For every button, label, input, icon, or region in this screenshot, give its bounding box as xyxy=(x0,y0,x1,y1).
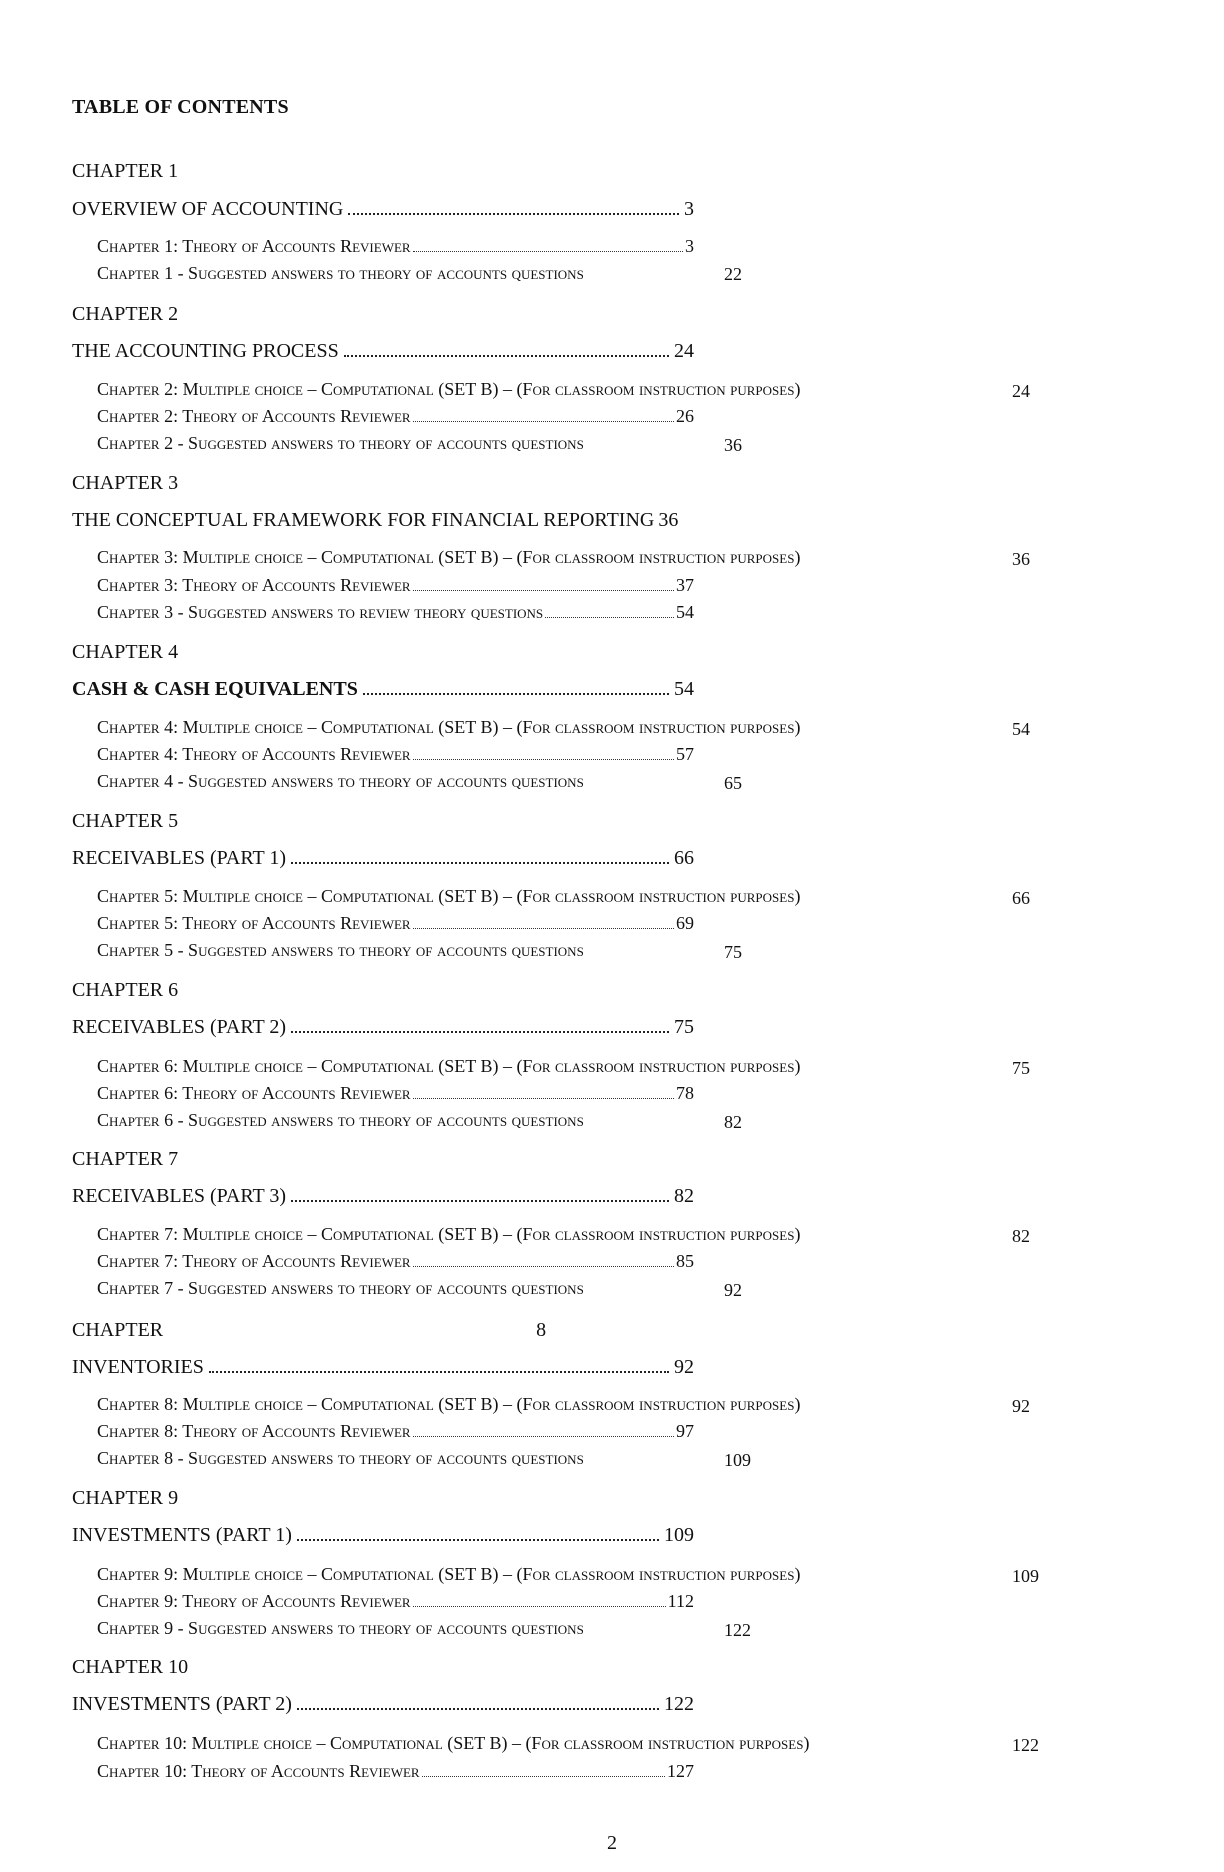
toc-page-number: 122 xyxy=(1012,1735,1039,1755)
dot-leader xyxy=(413,1606,666,1607)
toc-main-title: INVESTMENTS (PART 2) xyxy=(72,1693,292,1715)
toc-main-title: INVESTMENTS (PART 1) xyxy=(72,1524,292,1546)
toc-sub-title: Chapter 8 - Suggested answers to theory of accounts questions xyxy=(97,1448,584,1468)
toc-sub-title: Chapter 10: Multiple choice – Computational (SET B) – (For classroom instruction purposes) xyxy=(97,1733,810,1753)
chapter-heading-number: 8 xyxy=(536,1319,547,1341)
toc-main-entry[interactable] xyxy=(72,1353,694,1379)
dot-leader xyxy=(545,617,674,618)
toc-sub-entry[interactable] xyxy=(97,1563,800,1585)
chapter-heading: CHAPTER 2 xyxy=(72,303,179,325)
toc-page-number: 24 xyxy=(674,340,694,362)
chapter-heading: CHAPTER 5 xyxy=(72,810,179,832)
toc-sub-entry[interactable] xyxy=(97,939,584,961)
toc-sub-entry[interactable] xyxy=(97,235,694,257)
dot-leader xyxy=(413,1098,674,1099)
toc-sub-title: Chapter 7: Theory of Accounts Reviewer xyxy=(97,1251,411,1271)
toc-sub-title: Chapter 8: Theory of Accounts Reviewer xyxy=(97,1421,411,1441)
toc-sub-entry[interactable] xyxy=(97,743,694,765)
toc-sub-entry[interactable] xyxy=(97,885,800,907)
chapter-heading: CHAPTER 7 xyxy=(72,1148,179,1170)
toc-sub-entry[interactable] xyxy=(97,601,694,623)
toc-sub-title: Chapter 2: Multiple choice – Computational (SET B) – (For classroom instruction purposes) xyxy=(97,379,801,399)
toc-page-number: 127 xyxy=(667,1761,694,1781)
toc-main-title: RECEIVABLES (PART 2) xyxy=(72,1016,287,1038)
toc-main-entry[interactable] xyxy=(72,1013,694,1039)
toc-sub-entry[interactable] xyxy=(97,262,584,284)
toc-sub-title: Chapter 5 - Suggested answers to theory of accounts questions xyxy=(97,940,584,960)
toc-page-number: 92 xyxy=(724,1280,742,1300)
dot-leader xyxy=(291,1200,669,1202)
dot-leader xyxy=(413,590,674,591)
toc-page-number: 37 xyxy=(676,575,694,595)
toc-sub-title: Chapter 2 - Suggested answers to theory of accounts questions xyxy=(97,433,584,453)
dot-leader xyxy=(413,421,674,422)
chapter-heading xyxy=(72,1319,546,1342)
toc-page-number: 75 xyxy=(1012,1058,1030,1078)
toc-main-entry[interactable] xyxy=(72,844,694,870)
toc-page-number: 112 xyxy=(667,1591,694,1611)
toc-sub-title: Chapter 3: Multiple choice – Computational (SET B) – (For classroom instruction purposes) xyxy=(97,547,801,567)
toc-page-number: 54 xyxy=(676,602,694,622)
toc-sub-entry[interactable] xyxy=(97,546,800,568)
toc-sub-entry[interactable] xyxy=(97,1732,809,1754)
toc-page-number: 54 xyxy=(674,678,694,700)
toc-sub-entry[interactable] xyxy=(97,1590,694,1612)
toc-page-number: 122 xyxy=(664,1693,694,1715)
toc-page-number: 36 xyxy=(1012,549,1030,569)
toc-main-entry[interactable] xyxy=(72,337,694,363)
toc-page-number: 78 xyxy=(676,1083,694,1103)
toc-sub-entry[interactable] xyxy=(97,432,584,454)
toc-page-number: 97 xyxy=(676,1421,694,1441)
toc-page-number: 3 xyxy=(684,198,694,220)
toc-sub-title: Chapter 4: Multiple choice – Computational (SET B) – (For classroom instruction purposes) xyxy=(97,717,801,737)
toc-sub-entry[interactable] xyxy=(97,770,584,792)
toc-sub-title: Chapter 3: Theory of Accounts Reviewer xyxy=(97,575,411,595)
dot-leader xyxy=(291,862,669,864)
toc-sub-entry[interactable] xyxy=(97,405,694,427)
toc-sub-title: Chapter 3 - Suggested answers to review theory questions xyxy=(97,602,544,622)
toc-sub-title: Chapter 1 - Suggested answers to theory of accounts questions xyxy=(97,263,584,283)
toc-page-number: 85 xyxy=(676,1251,694,1271)
toc-main-entry[interactable] xyxy=(72,506,694,532)
toc-sub-title: Chapter 7 - Suggested answers to theory of accounts questions xyxy=(97,1278,584,1298)
dot-leader xyxy=(297,1708,659,1710)
toc-page-number: 66 xyxy=(674,847,694,869)
toc-sub-entry[interactable] xyxy=(97,1223,800,1245)
toc-page-number: 66 xyxy=(1012,888,1030,908)
toc-page-number: 92 xyxy=(1012,1396,1030,1416)
chapter-heading: CHAPTER 9 xyxy=(72,1487,179,1509)
chapter-heading: CHAPTER 10 xyxy=(72,1656,189,1678)
toc-sub-title: Chapter 8: Multiple choice – Computational (SET B) – (For classroom instruction purposes) xyxy=(97,1394,801,1414)
toc-main-title: THE CONCEPTUAL FRAMEWORK FOR FINANCIAL REPORTING xyxy=(72,509,655,531)
toc-main-title: OVERVIEW OF ACCOUNTING xyxy=(72,198,344,220)
toc-main-entry[interactable] xyxy=(72,1521,694,1547)
dot-leader xyxy=(413,759,674,760)
dot-leader xyxy=(209,1371,669,1373)
toc-page-number: 75 xyxy=(674,1016,694,1038)
toc-page-number: 54 xyxy=(1012,719,1030,739)
toc-main-entry[interactable] xyxy=(72,195,694,221)
toc-sub-title: Chapter 1: Theory of Accounts Reviewer xyxy=(97,236,411,256)
toc-main-entry[interactable] xyxy=(72,675,694,701)
toc-sub-entry[interactable] xyxy=(97,1277,584,1299)
toc-page-number: 82 xyxy=(1012,1226,1030,1246)
toc-sub-title: Chapter 9: Theory of Accounts Reviewer xyxy=(97,1591,411,1611)
toc-main-title: THE ACCOUNTING PROCESS xyxy=(72,340,339,362)
toc-sub-title: Chapter 4 - Suggested answers to theory of accounts questions xyxy=(97,771,584,791)
toc-sub-entry[interactable] xyxy=(97,1250,694,1272)
page-number: 2 xyxy=(607,1832,617,1854)
toc-sub-entry[interactable] xyxy=(97,1055,800,1077)
toc-page-number: 75 xyxy=(724,942,742,962)
toc-sub-entry[interactable] xyxy=(97,716,800,738)
dot-leader xyxy=(291,1031,669,1033)
toc-sub-title: Chapter 9 - Suggested answers to theory of accounts questions xyxy=(97,1618,584,1638)
toc-title: TABLE OF CONTENTS xyxy=(72,96,289,118)
toc-sub-entry[interactable] xyxy=(97,1082,694,1104)
toc-sub-entry[interactable] xyxy=(97,912,694,934)
toc-sub-title: Chapter 6: Theory of Accounts Reviewer xyxy=(97,1083,411,1103)
toc-page-number: 82 xyxy=(724,1112,742,1132)
dot-leader xyxy=(297,1539,659,1541)
chapter-heading: CHAPTER 6 xyxy=(72,979,179,1001)
toc-sub-title: Chapter 2: Theory of Accounts Reviewer xyxy=(97,406,411,426)
toc-page-number: 36 xyxy=(724,435,742,455)
toc-sub-title: Chapter 5: Theory of Accounts Reviewer xyxy=(97,913,411,933)
toc-sub-title: Chapter 6: Multiple choice – Computational (SET B) – (For classroom instruction purposes) xyxy=(97,1056,801,1076)
toc-sub-entry[interactable] xyxy=(97,1109,584,1131)
toc-sub-title: Chapter 5: Multiple choice – Computational (SET B) – (For classroom instruction purposes) xyxy=(97,886,801,906)
toc-page-number: 109 xyxy=(664,1524,694,1546)
toc-sub-title: Chapter 9: Multiple choice – Computational (SET B) – (For classroom instruction purposes) xyxy=(97,1564,801,1584)
toc-page-number: 109 xyxy=(724,1450,751,1470)
dot-leader xyxy=(348,213,679,215)
chapter-heading: CHAPTER 4 xyxy=(72,641,179,663)
toc-sub-entry[interactable] xyxy=(97,1617,584,1639)
toc-sub-entry[interactable] xyxy=(97,1760,694,1782)
toc-page-number: 22 xyxy=(724,264,742,284)
toc-sub-entry[interactable] xyxy=(97,378,800,400)
dot-leader xyxy=(363,693,669,695)
toc-sub-entry[interactable] xyxy=(97,574,694,596)
toc-page-number: 69 xyxy=(676,913,694,933)
toc-page-number: 3 xyxy=(685,236,694,256)
toc-main-title: RECEIVABLES (PART 1) xyxy=(72,847,287,869)
toc-page-number: 82 xyxy=(674,1185,694,1207)
chapter-heading-label: CHAPTER xyxy=(72,1319,164,1341)
dot-leader xyxy=(422,1776,665,1777)
chapter-heading: CHAPTER 3 xyxy=(72,472,179,494)
toc-page-number: 36 xyxy=(658,509,679,531)
toc-page-number: 24 xyxy=(1012,381,1030,401)
toc-page-number: 92 xyxy=(674,1356,694,1378)
toc-main-title: INVENTORIES xyxy=(72,1356,204,1378)
toc-page-number: 65 xyxy=(724,773,742,793)
toc-main-title: RECEIVABLES (PART 3) xyxy=(72,1185,287,1207)
dot-leader xyxy=(413,928,674,929)
toc-main-entry[interactable] xyxy=(72,1690,694,1716)
toc-page-number: 122 xyxy=(724,1620,751,1640)
toc-page-number: 109 xyxy=(1012,1566,1039,1586)
toc-sub-title: Chapter 6 - Suggested answers to theory of accounts questions xyxy=(97,1110,584,1130)
chapter-heading: CHAPTER 1 xyxy=(72,160,179,182)
toc-main-entry[interactable] xyxy=(72,1182,694,1208)
toc-page-number: 26 xyxy=(676,406,694,426)
toc-sub-title: Chapter 7: Multiple choice – Computational (SET B) – (For classroom instruction purposes) xyxy=(97,1224,801,1244)
toc-page-number: 57 xyxy=(676,744,694,764)
toc-sub-entry[interactable] xyxy=(97,1420,694,1442)
toc-sub-title: Chapter 4: Theory of Accounts Reviewer xyxy=(97,744,411,764)
toc-sub-title: Chapter 10: Theory of Accounts Reviewer xyxy=(97,1761,420,1781)
dot-leader xyxy=(344,355,669,357)
toc-sub-entry[interactable] xyxy=(97,1447,584,1469)
dot-leader xyxy=(413,251,683,252)
dot-leader xyxy=(413,1436,674,1437)
toc-main-title: CASH & CASH EQUIVALENTS xyxy=(72,678,358,700)
dot-leader xyxy=(413,1266,674,1267)
toc-sub-entry[interactable] xyxy=(97,1393,800,1415)
